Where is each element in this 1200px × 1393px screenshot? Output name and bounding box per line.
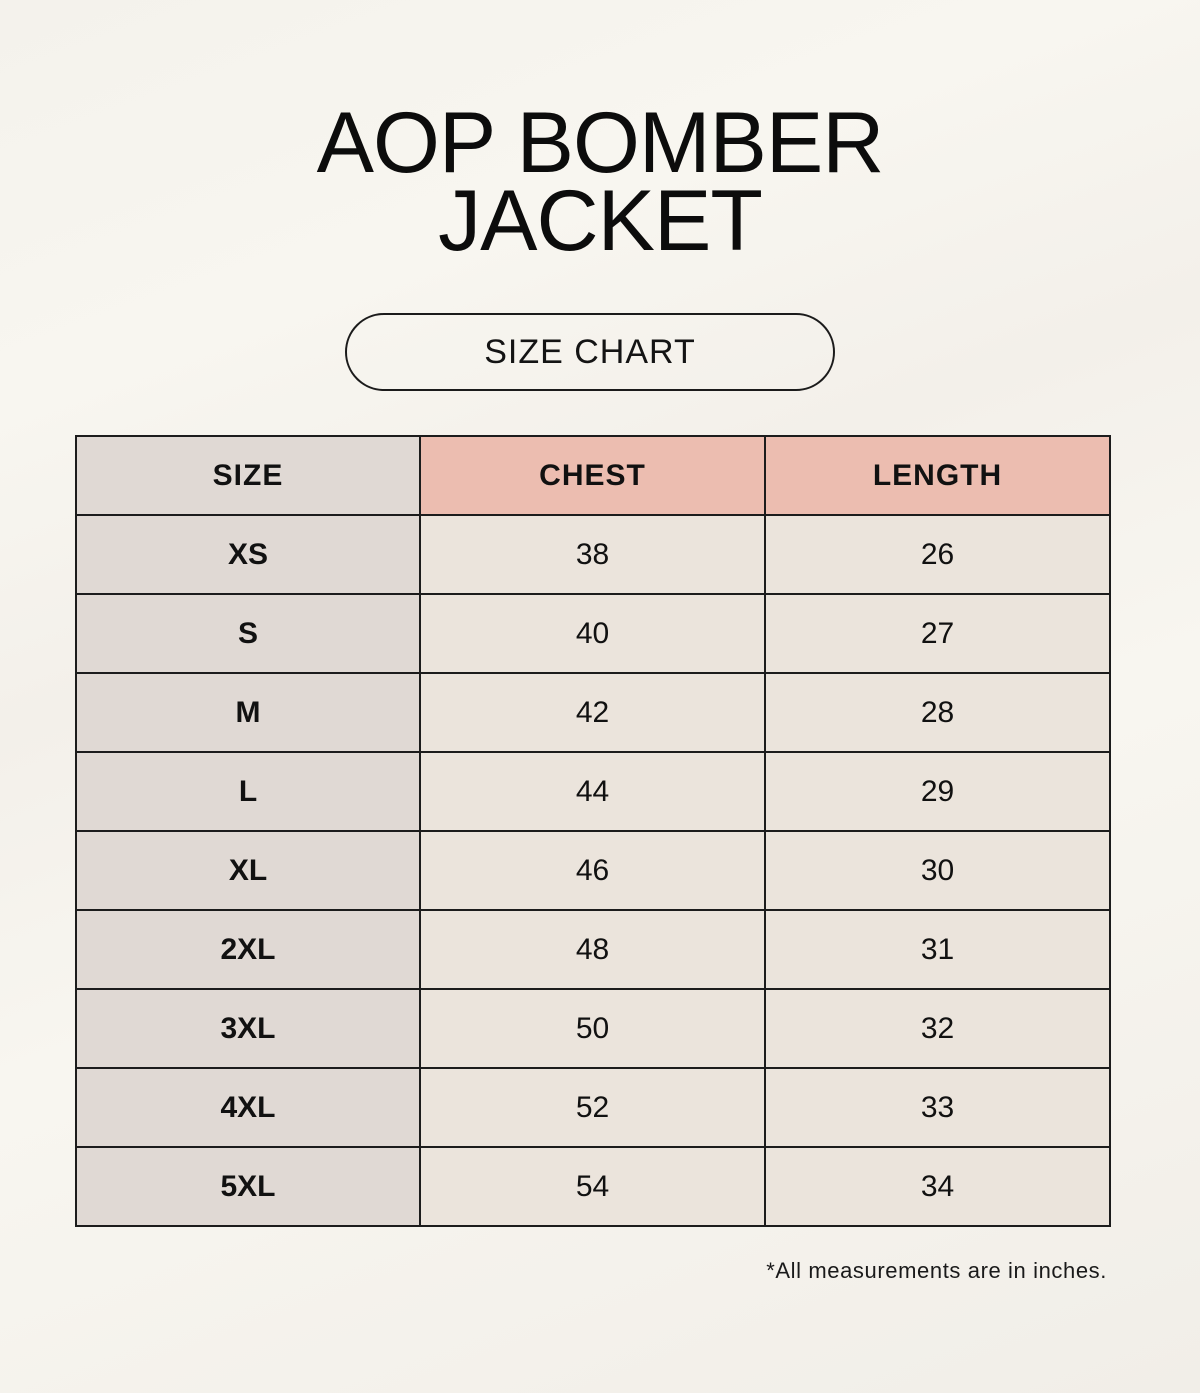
chest-cell: 38	[420, 515, 765, 594]
table-row	[76, 673, 1110, 752]
size-cell: L	[76, 752, 420, 831]
table-row	[76, 515, 1110, 594]
chest-cell: 50	[420, 989, 765, 1068]
chest-cell: 46	[420, 831, 765, 910]
table-row	[76, 831, 1110, 910]
chest-cell: 44	[420, 752, 765, 831]
chest-cell: 42	[420, 673, 765, 752]
size-cell: 5XL	[76, 1147, 420, 1226]
size-cell: XL	[76, 831, 420, 910]
length-cell: 29	[765, 752, 1110, 831]
table-row	[76, 989, 1110, 1068]
size-table	[75, 435, 1111, 1227]
chest-cell: 52	[420, 1068, 765, 1147]
table-header-row	[76, 436, 1110, 515]
length-cell: 32	[765, 989, 1110, 1068]
page-title	[0, 95, 1200, 269]
length-cell: 30	[765, 831, 1110, 910]
length-cell: 31	[765, 910, 1110, 989]
chest-cell: 40	[420, 594, 765, 673]
length-cell: 28	[765, 673, 1110, 752]
size-cell: M	[76, 673, 420, 752]
table-row	[76, 594, 1110, 673]
measurement-footnote: *All measurements are in inches.	[766, 1258, 1107, 1283]
header-size: SIZE	[76, 436, 420, 515]
length-cell: 26	[765, 515, 1110, 594]
size-chart-pill: SIZE CHART	[345, 313, 835, 391]
length-cell: 34	[765, 1147, 1110, 1226]
table-row	[76, 1147, 1110, 1226]
title-line-1: AOP BOMBER	[316, 95, 884, 191]
length-cell: 27	[765, 594, 1110, 673]
size-cell: XS	[76, 515, 420, 594]
header-length: LENGTH	[765, 436, 1110, 515]
size-cell: 2XL	[76, 910, 420, 989]
size-cell: 3XL	[76, 989, 420, 1068]
table-row	[76, 1068, 1110, 1147]
table-body	[76, 515, 1110, 1226]
title-line-2: JACKET	[438, 173, 762, 269]
size-cell: 4XL	[76, 1068, 420, 1147]
table-row	[76, 752, 1110, 831]
header-chest: CHEST	[420, 436, 765, 515]
chest-cell: 54	[420, 1147, 765, 1226]
length-cell: 33	[765, 1068, 1110, 1147]
chest-cell: 48	[420, 910, 765, 989]
table-row	[76, 910, 1110, 989]
size-cell: S	[76, 594, 420, 673]
